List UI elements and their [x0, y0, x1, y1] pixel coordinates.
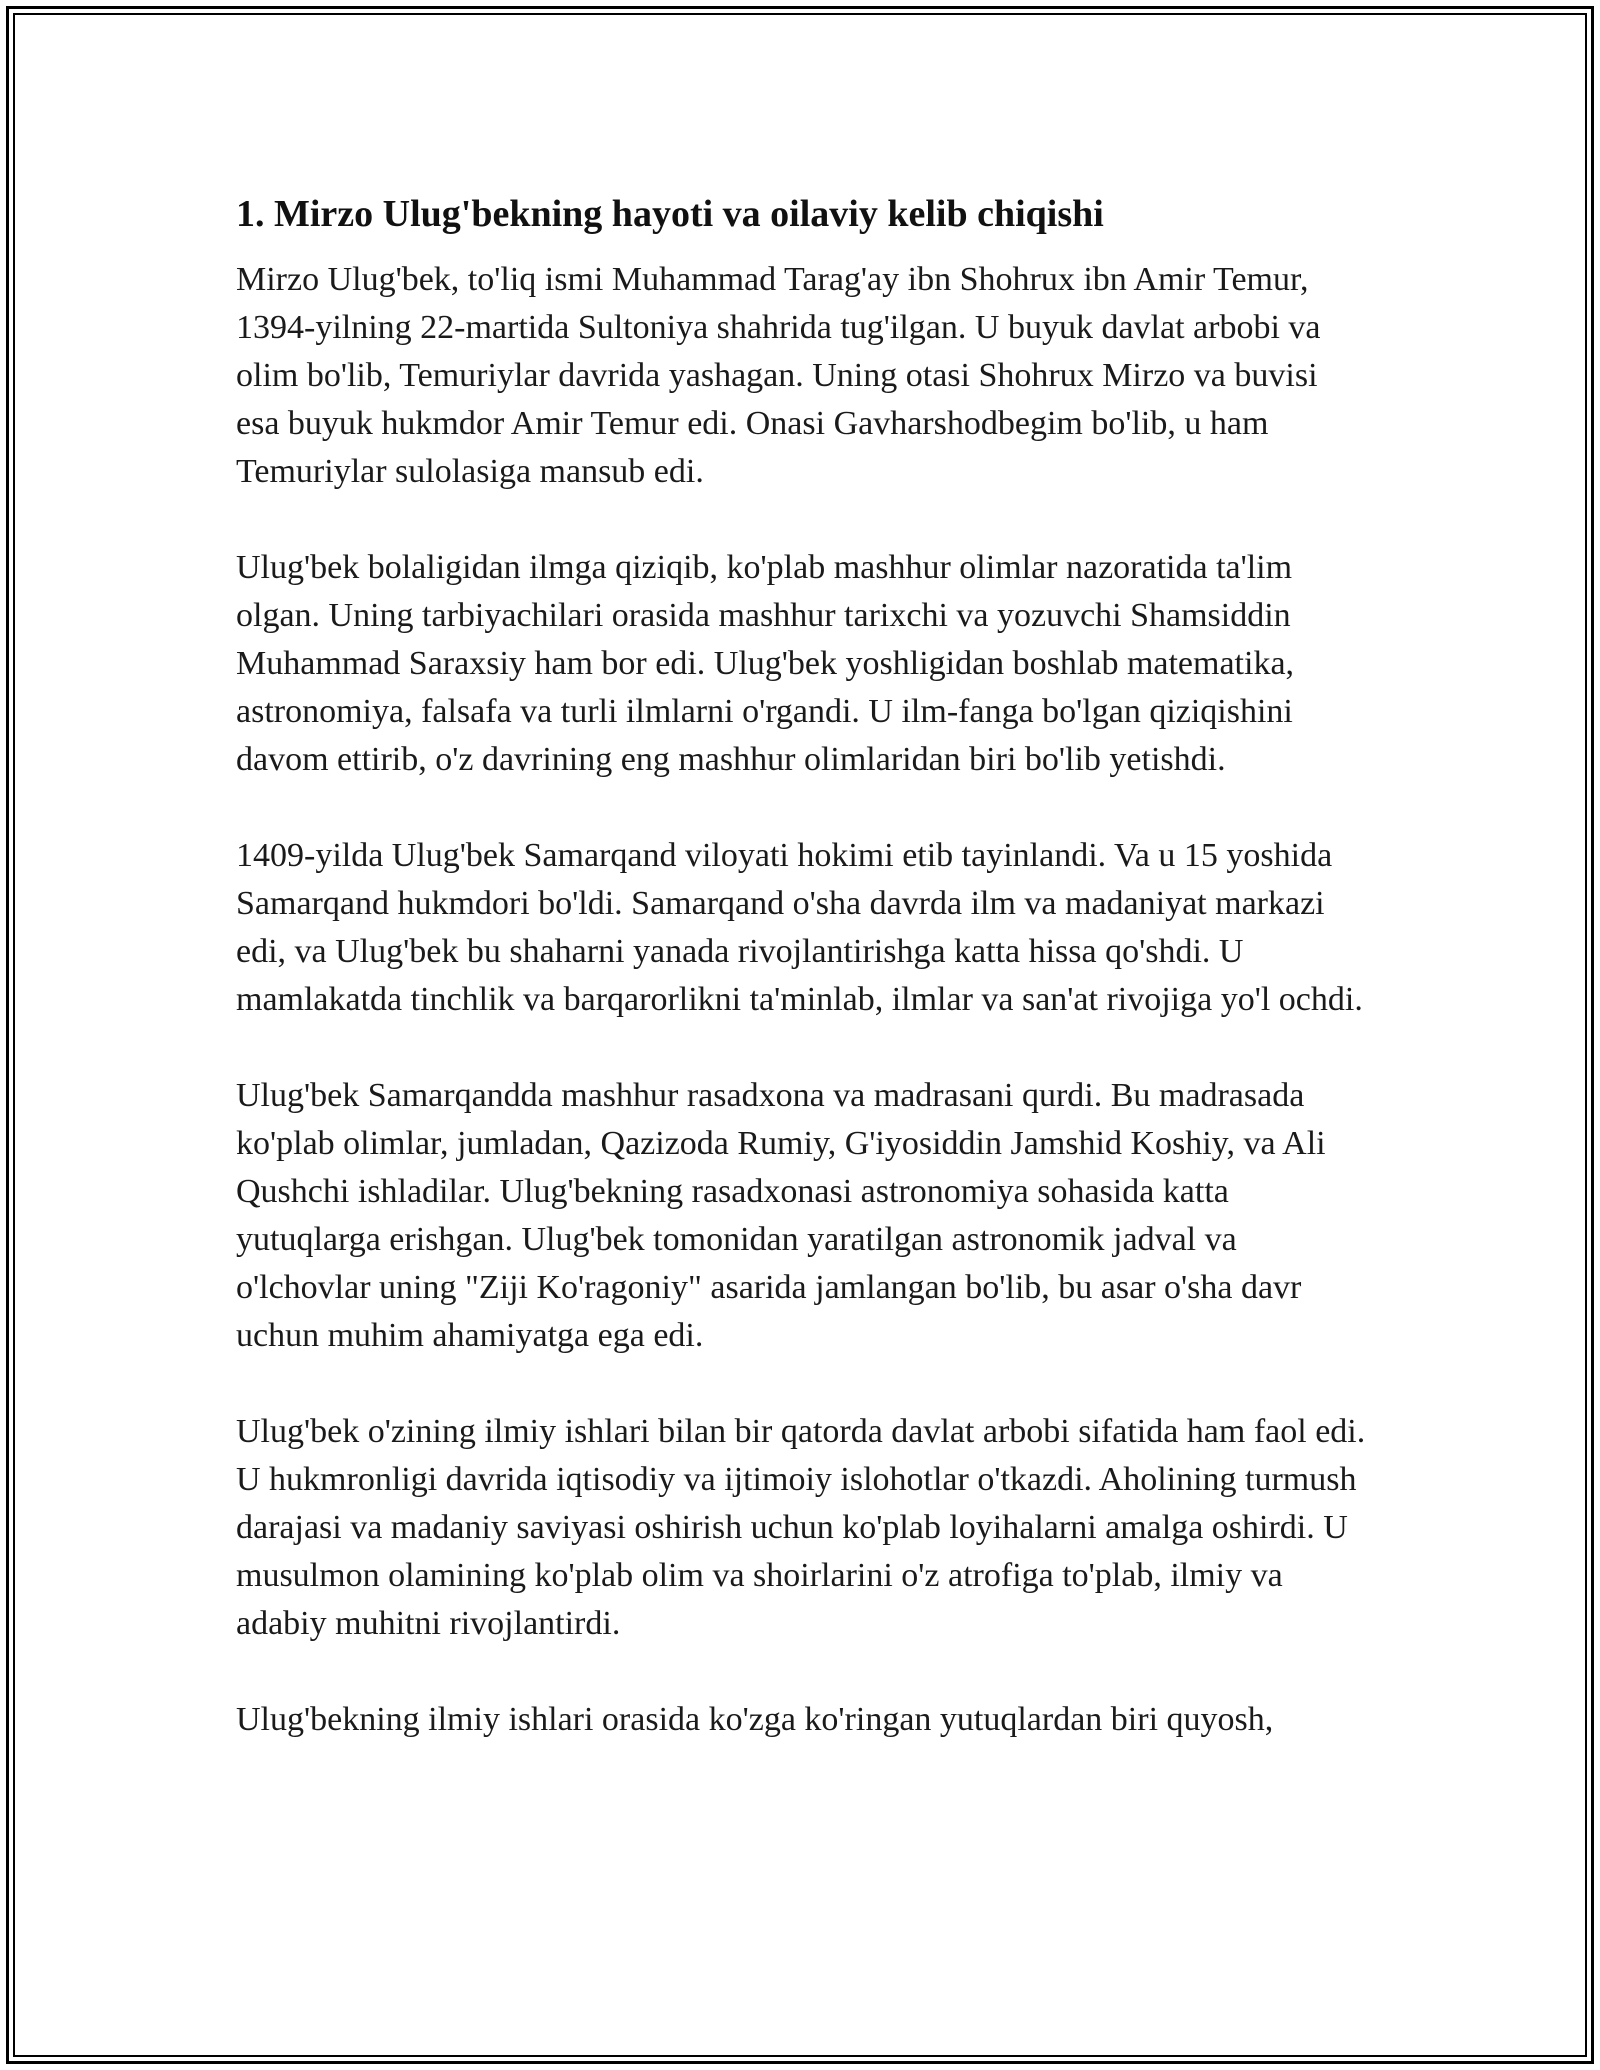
paragraph-6: Ulug'bekning ilmiy ishlari orasida ko'zga ko'ringan yutuqlardan biri quyosh,: [236, 1701, 1274, 1738]
document-body: [236, 186, 1366, 1744]
paragraph-4: Ulug'bek Samarqandda mashhur rasadxona va madrasani qurdi. Bu madrasada ko'plab olimlar, jumladan, Qazizoda Rumiy, G'iyosiddin Jamshid Koshiy, va Ali Qushchi ishladilar. Ulug'bekning rasadxonasi astronomiya sohasida katta yutuqlarga erishgan. Ulug'bek tomonidan yaratilgan astronomik jadval va o'lchovlar uning "Ziji Ko'ragoniy" asarida jamlangan bo'lib, bu asar o'sha davr uchun muhim ahamiyatga ega edi.: [236, 1077, 1326, 1354]
paragraph-3: 1409-yilda Ulug'bek Samarqand viloyati hokimi etib tayinlandi. Va u 15 yoshida Samarqand hukmdori bo'ldi. Samarqand o'sha davrda ilm va madaniyat markazi edi, va Ulug'bek bu shaharni yanada rivojlantirishga katta hissa qo'shdi. U mamlakatda tinchlik va barqarorlikni ta'minlab, ilmlar va san'at rivojiga yo'l ochdi.: [236, 837, 1363, 1018]
paragraph-5: Ulug'bek o'zining ilmiy ishlari bilan bir qatorda davlat arbobi sifatida ham faol edi. U hukmronligi davrida iqtisodiy va ijtimoiy islohotlar o'tkazdi. Aholining turmush darajasi va madaniy saviyasi oshirish uchun ko'plab loyihalarni amalga oshirdi. U musulmon olamining ko'plab olim va shoirlarini o'z atrofiga to'plab, ilmiy va adabiy muhitni rivojlantirdi.: [236, 1413, 1366, 1642]
paragraph-2: Ulug'bek bolaligidan ilmga qiziqib, ko'plab mashhur olimlar nazoratida ta'lim olgan. Uning tarbiyachilari orasida mashhur tarixchi va yozuvchi Shamsiddin Muhammad Saraxsiy ham bor edi. Ulug'bek yoshligidan boshlab matematika, astronomiya, falsafa va turli ilmlarni o'rgandi. U ilm-fanga bo'lgan qiziqishini davom ettirib, o'z davrining eng mashhur olimlaridan biri bo'lib yetishdi.: [236, 549, 1295, 778]
section-title: 1. Mirzo Ulug'bekning hayoti va oilaviy kelib chiqishi: [236, 193, 1104, 235]
paragraph-1: Mirzo Ulug'bek, to'liq ismi Muhammad Tarag'ay ibn Shohrux ibn Amir Temur, 1394-yilning 22-martida Sultoniya shahrida tug'ilgan. U buyuk davlat arbobi va olim bo'lib, Temuriylar davrida yashagan. Uning otasi Shohrux Mirzo va buvisi esa buyuk hukmdor Amir Temur edi. Onasi Gavharshodbegim bo'lib, u ham Temuriylar sulolasiga mansub edi.: [236, 261, 1321, 490]
